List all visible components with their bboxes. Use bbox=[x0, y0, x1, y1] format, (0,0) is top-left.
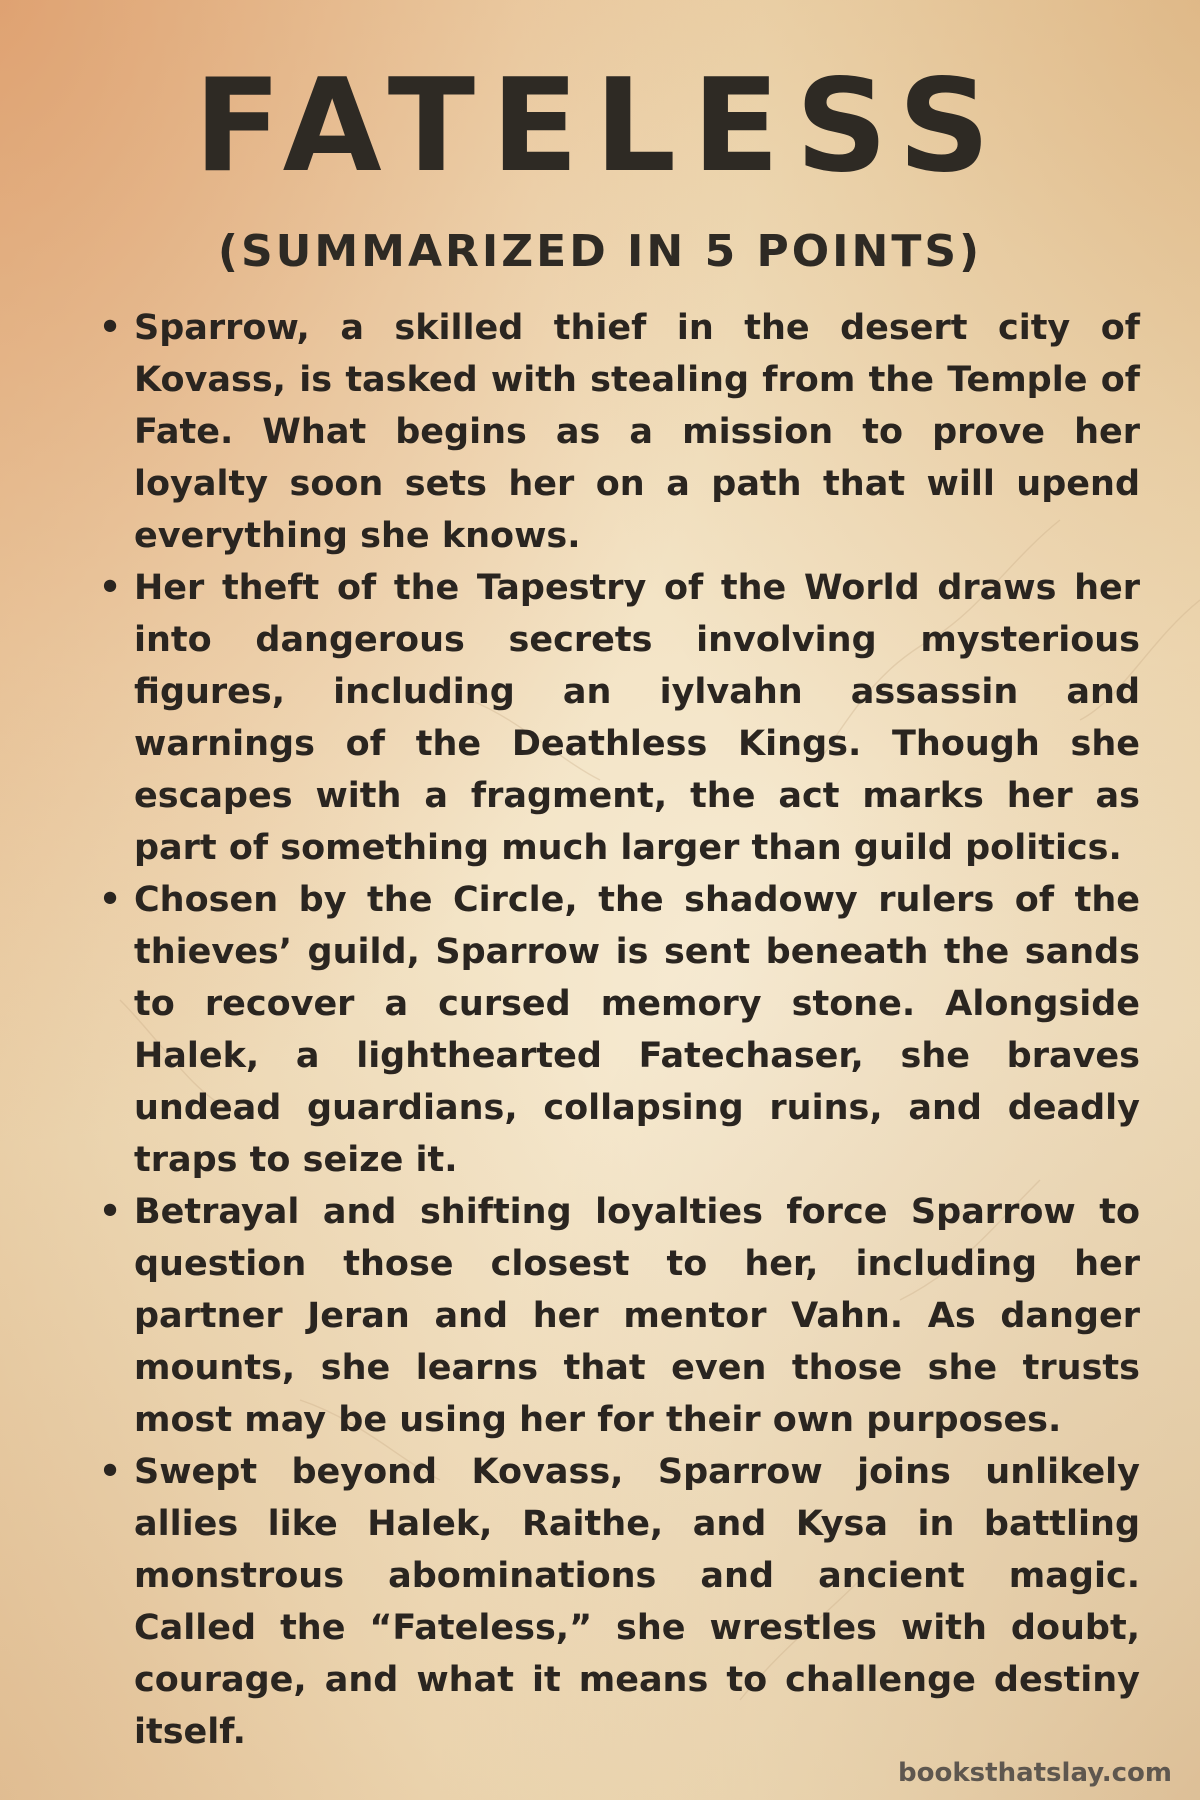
summary-point-5 bbox=[96, 1446, 1140, 1758]
summary-point-2 bbox=[96, 562, 1140, 874]
bullet-icon: • bbox=[98, 308, 122, 348]
bullet-icon: • bbox=[98, 568, 122, 608]
summary-point-text: Betrayal and shifting loyalties force Sparrow to question those closest to her, including her partner Jeran and her mentor Vahn. As danger mounts, she learns that even those she trusts most may be using her for their own purposes. bbox=[134, 1192, 1140, 1440]
site-watermark[interactable]: booksthatslay.com bbox=[898, 1758, 1172, 1788]
page-subtitle: (SUMMARIZED IN 5 POINTS) bbox=[217, 226, 983, 277]
bullet-icon: • bbox=[98, 1192, 122, 1232]
bullet-icon: • bbox=[98, 1452, 122, 1492]
summary-point-text: Sparrow, a skilled thief in the desert city of Kovass, is tasked with stealing from the Temple of Fate. What begins as a mission to prove her loyalty soon sets her on a path that will upend everything she knows. bbox=[134, 308, 1140, 556]
summary-point-4 bbox=[96, 1186, 1140, 1446]
summary-point-text: Swept beyond Kovass, Sparrow joins unlikely allies like Halek, Raithe, and Kysa in battling monstrous abominations and ancient magic. Called the “Fateless,” she wrestles with doubt, courage, and what it means to challenge destiny itself. bbox=[134, 1452, 1140, 1752]
summary-point-text: Chosen by the Circle, the shadowy rulers of the thieves’ guild, Sparrow is sent beneath the sands to recover a cursed memory stone. Alongside Halek, a lighthearted Fatechaser, she braves undead guardians, collapsing ruins, and deadly traps to seize it. bbox=[134, 880, 1140, 1180]
summary-point-3 bbox=[96, 874, 1140, 1186]
summary-list bbox=[96, 302, 1140, 1758]
summary-point-text: Her theft of the Tapestry of the World draws her into dangerous secrets involving mysterious figures, including an iylvahn assassin and warnings of the Deathless Kings. Though she escapes with a fragment, the act marks her as part of something much larger than guild politics. bbox=[134, 568, 1140, 868]
bullet-icon: • bbox=[98, 880, 122, 920]
summary-point-1 bbox=[96, 302, 1140, 562]
page-title: FATELESS bbox=[193, 52, 1007, 201]
